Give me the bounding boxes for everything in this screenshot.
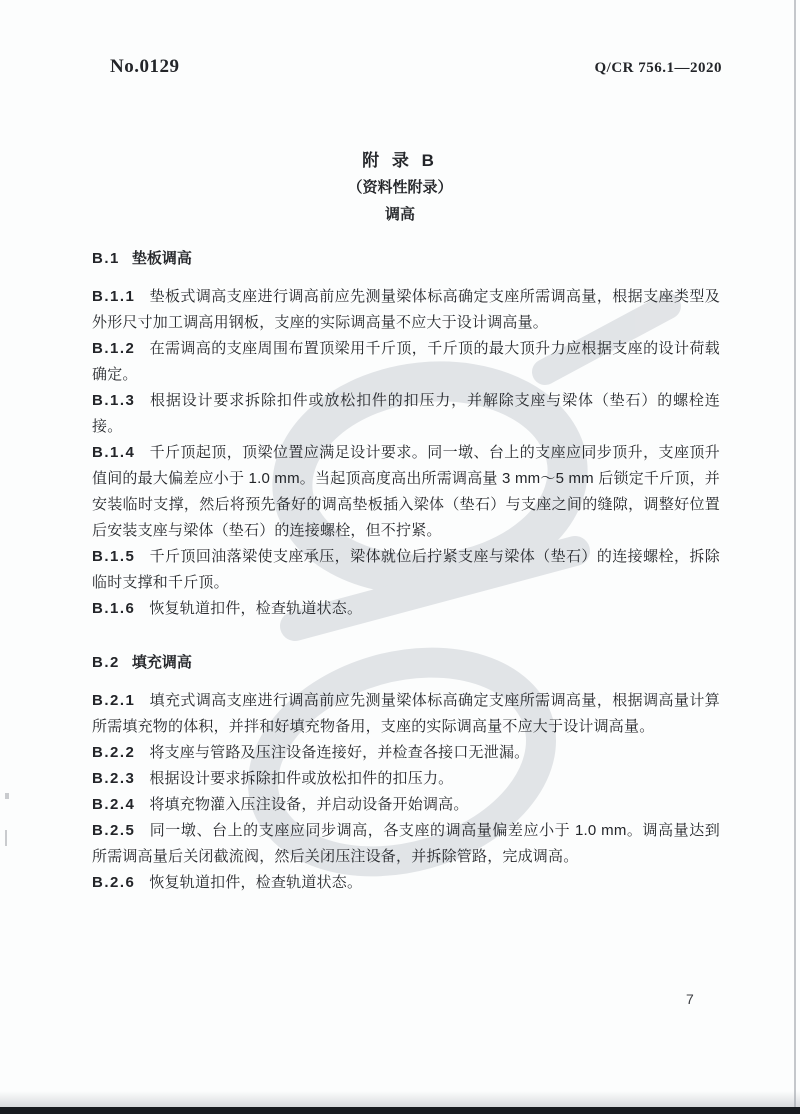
section-number: B.1 <box>92 250 120 267</box>
appendix-subject: 调高 <box>384 206 415 223</box>
clause-b2-6 <box>92 870 720 896</box>
scan-edge-right <box>794 0 796 1114</box>
clause-text: 千斤顶回油落梁使支座承压，梁体就位后拧紧支座与梁体（垫石）的连接螺栓，拆除临时支撑和千斤顶。 <box>92 548 720 591</box>
clause-b2-5 <box>92 818 720 870</box>
clause-text: 根据设计要求拆除扣件或放松扣件的扣压力。 <box>149 770 454 787</box>
clause-text: 将支座与管路及压注设备连接好，并检查各接口无泄漏。 <box>149 744 530 761</box>
clause-text: 千斤顶起顶，顶梁位置应满足设计要求。同一墩、台上的支座应同步顶升，支座顶升值间的最大偏差应小于 1.0 mm。当起顶高度高出所需调高量 3 mm～5 mm 后锁定千斤顶，并安装临时支撑，然后将预先备好的调高垫板插入梁体（垫石）与支座之间的缝隙，调整好位置后安装支座与梁体（垫石）的连接螺栓，但不拧紧。 <box>92 444 720 539</box>
clause-text: 恢复轨道扣件，检查轨道状态。 <box>149 874 363 891</box>
clause-b1-1 <box>92 284 720 336</box>
section-b2 <box>92 650 720 896</box>
clause-text: 填充式调高支座进行调高前应先测量梁体标高确定支座所需调高量，根据调高量计算所需填充物的体积，并拌和好填充物备用，支座的实际调高量不应大于设计调高量。 <box>92 692 720 735</box>
clause-number: B.2.4 <box>92 796 136 813</box>
clause-text: 恢复轨道扣件，检查轨道状态。 <box>149 600 363 617</box>
clause-number: B.1.3 <box>92 392 136 409</box>
clause-number: B.2.2 <box>92 744 136 761</box>
section-number: B.2 <box>92 654 120 671</box>
section-b1-heading <box>92 246 720 272</box>
clause-text: 在需调高的支座周围布置顶梁用千斤顶，千斤顶的最大顶升力应根据支座的设计荷载确定。 <box>92 340 720 383</box>
clause-b2-3 <box>92 766 720 792</box>
clause-b1-2 <box>92 336 720 388</box>
clause-b1-3 <box>92 388 720 440</box>
clause-b2-2 <box>92 740 720 766</box>
clause-number: B.2.3 <box>92 770 136 787</box>
clause-number: B.1.5 <box>92 548 136 565</box>
scan-smudge-bottom <box>0 1091 800 1107</box>
clause-b2-4 <box>92 792 720 818</box>
clause-number: B.2.6 <box>92 874 136 891</box>
clause-text: 同一墩、台上的支座应同步调高，各支座的调高量偏差应小于 1.0 mm。调高量达到所需调高量后关闭截流阀，然后关闭压注设备，并拆除管路，完成调高。 <box>92 822 720 865</box>
standard-code: Q/CR 756.1—2020 <box>594 60 722 76</box>
appendix-title-block <box>0 147 800 228</box>
section-title: 填充调高 <box>131 654 192 671</box>
section-b2-heading <box>92 650 720 676</box>
scan-mark-left <box>5 793 9 799</box>
clause-b2-1 <box>92 688 720 740</box>
document-body <box>92 246 720 896</box>
section-title: 垫板调高 <box>131 250 192 267</box>
page-number: 7 <box>686 991 694 1007</box>
clause-text: 根据设计要求拆除扣件或放松扣件的扣压力，并解除支座与梁体（垫石）的螺栓连接。 <box>92 392 720 435</box>
clause-b1-6 <box>92 596 720 622</box>
scan-mark-left <box>5 830 7 846</box>
clause-b1-5 <box>92 544 720 596</box>
clause-number: B.1.2 <box>92 340 136 357</box>
document-serial-number: No.0129 <box>110 56 180 77</box>
appendix-type: （资料性附录） <box>347 179 453 196</box>
clause-text: 将填充物灌入压注设备，并启动设备开始调高。 <box>149 796 469 813</box>
clause-number: B.2.1 <box>92 692 136 709</box>
clause-b1-4 <box>92 440 720 544</box>
appendix-title: 附 录 B <box>362 151 438 170</box>
clause-text: 垫板式调高支座进行调高前应先测量梁体标高确定支座所需调高量，根据支座类型及外形尺寸加工调高用钢板，支座的实际调高量不应大于设计调高量。 <box>92 288 720 331</box>
scan-edge-bottom <box>0 1107 800 1114</box>
clause-number: B.1.6 <box>92 600 136 617</box>
page-header <box>110 56 722 78</box>
clause-number: B.2.5 <box>92 822 136 839</box>
section-b1 <box>92 246 720 622</box>
clause-number: B.1.4 <box>92 444 136 461</box>
clause-number: B.1.1 <box>92 288 136 305</box>
